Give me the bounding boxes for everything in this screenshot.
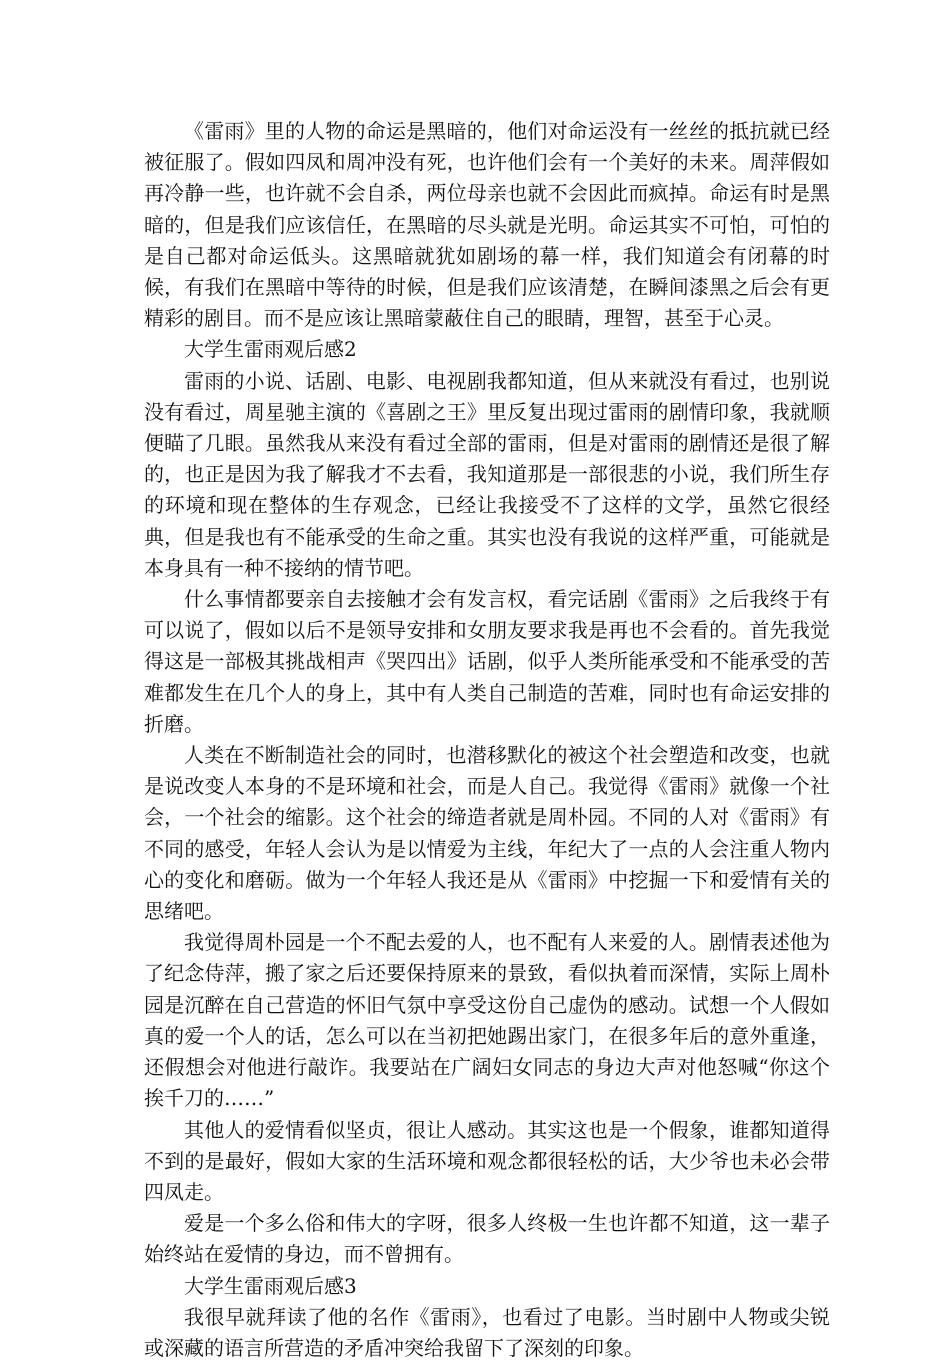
paragraph-love: 爱是一个多么俗和伟大的字呀，很多人终极一生也许都不知道，这一辈子始终站在爱情的身边，而不曾拥有。 (144, 1211, 830, 1267)
paragraph-others-love: 其他人的爱情看似坚贞，很让人感动。其实这也是一个假象，谁都知道得不到的是最好，假如大家的生活环境和观念都很轻松的话，大少爷也未必会带四凤走。 (144, 1117, 830, 1204)
paragraph-fate-darkness: 《雷雨》里的人物的命运是黑暗的，他们对命运没有一丝丝的抵抗就已经被征服了。假如四凤和周冲没有死，也许他们会有一个美好的未来。周萍假如再冷静一些，也许就不会自杀，两位母亲也就不会因此而疯掉。命运有时是黑暗的，但是我们应该信任，在黑暗的尽头就是光明。命运其实不可怕，可怕的是自己都对命运低头。这黑暗就犹如剧场的幕一样，我们知道会有闭幕的时候，有我们在黑暗中等待的时候，但是我们应该清楚，在瞬间漆黑之后会有更精彩的剧目。而不是应该让黑暗蒙蔽住自己的眼睛，理智，甚至于心灵。 (144, 119, 830, 331)
section-heading-3: 大学生雷雨观后感3 (184, 1273, 357, 1298)
paragraph-novel-and-film: 雷雨的小说、话剧、电影、电视剧我都知道，但从来就没有看过，也别说没有看过，周星驰主演的《喜剧之王》里反复出现过雷雨的剧情印象，我就顺便瞄了几眼。虽然我从来没有看过全部的雷雨，但是对雷雨的剧情还是很了解的，也正是因为我了解我才不去看，我知道那是一部很悲的小说，我们所生存的环境和现在整体的生存观念，已经让我接受不了这样的文学，虽然它很经典，但是我也有不能承受的生命之重。其实也没有我说的这样严重，可能就是本身具有一种不接纳的情节吧。 (144, 368, 830, 580)
paragraph-watching-play: 什么事情都要亲自去接触才会有发言权，看完话剧《雷雨》之后我终于有可以说了，假如以后不是领导安排和女朋友要求我是再也不会看的。首先我觉得这是一部极其挑战相声《哭四出》话剧，似乎人类所能承受和不能承受的苦难都发生在几个人的身上，其中有人类自己制造的苦难，同时也有命运安排的折磨。 (144, 587, 830, 736)
paragraph-zhou-puyuan: 我觉得周朴园是一个不配去爱的人，也不配有人来爱的人。剧情表述他为了纪念侍萍，搬了家之后还要保持原来的景致，看似执着而深情，实际上周朴园是沉醉在自己营造的怀旧气氛中享受这份自己虚伪的感动。试想一个人假如真的爱一个人的话，怎么可以在当初把她踢出家门，在很多年后的意外重逢，还假想会对他进行敲诈。我要站在广阔妇女同志的身边大声对他怒喊“你这个挨千刀的……” (144, 930, 830, 1111)
paragraph-society: 人类在不断制造社会的同时，也潜移默化的被这个社会塑造和改变，也就是说改变人本身的不是环境和社会，而是人自己。我觉得《雷雨》就像一个社会，一个社会的缩影。这个社会的缔造者就是周朴园。不同的人对《雷雨》有不同的感受，年轻人会认为是以情爱为主线，年纪大了一点的人会注重人物内心的变化和磨砺。做为一个年轻人我还是从《雷雨》中挖掘一下和爱情有关的思绪吧。 (144, 743, 830, 924)
section-heading-2: 大学生雷雨观后感2 (184, 337, 357, 362)
paragraph-early-reading: 我很早就拜读了他的名作《雷雨》，也看过了电影。当时剧中人物或尖锐或深藏的语言所营造的矛盾冲突给我留下了深刻的印象。 (144, 1304, 830, 1360)
document-page (144, 116, 830, 1364)
